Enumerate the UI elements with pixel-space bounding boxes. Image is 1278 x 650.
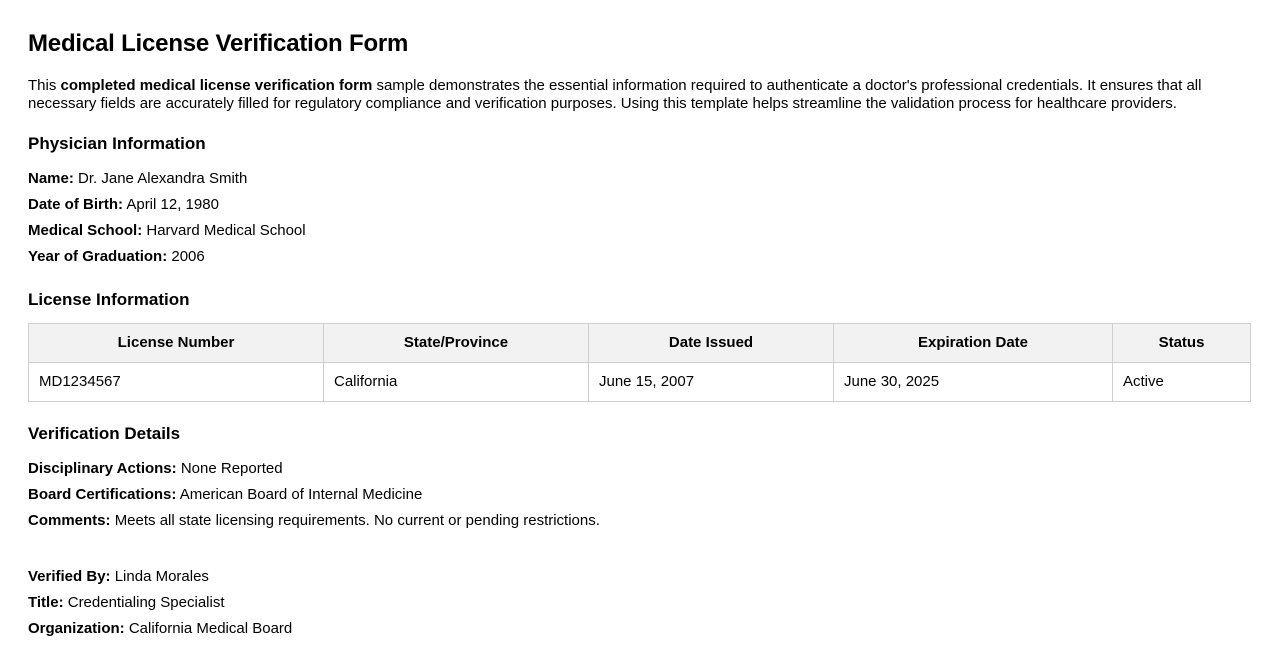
verification-field-board-certifications <box>28 482 1250 508</box>
field-value: Linda Morales <box>114 567 209 585</box>
column-header-status: Status <box>1113 323 1251 362</box>
field-value: California Medical Board <box>128 619 293 637</box>
signoff-field-title <box>28 590 1250 616</box>
verification-field-disciplinary-actions <box>28 456 1250 482</box>
physician-field-list <box>28 166 1250 270</box>
table-row <box>29 362 1251 401</box>
verification-field-comments <box>28 508 1250 534</box>
field-label: Medical School: <box>28 222 143 240</box>
field-label: Name: <box>28 170 74 188</box>
field-label: Disciplinary Actions: <box>28 459 177 477</box>
table-header-row <box>29 323 1251 362</box>
field-value: Dr. Jane Alexandra Smith <box>78 170 248 188</box>
field-label: Organization: <box>28 619 125 637</box>
field-value: 2006 <box>171 248 205 266</box>
signoff-block <box>28 564 1250 642</box>
field-label: Verified By: <box>28 567 111 585</box>
intro-paragraph <box>28 77 1233 114</box>
verification-field-list <box>28 456 1250 534</box>
intro-lead: This <box>28 76 61 94</box>
section-heading-license: License Information <box>28 290 190 310</box>
field-value: None Reported <box>180 459 283 477</box>
section-heading-verification: Verification Details <box>28 423 181 443</box>
physician-field-name <box>28 166 1250 192</box>
field-value: Credentialing Specialist <box>67 593 225 611</box>
column-header-license-number: License Number <box>29 323 324 362</box>
signoff-field-verified-by <box>28 564 1250 590</box>
field-value: Harvard Medical School <box>146 222 306 240</box>
cell-license-number: MD1234567 <box>29 362 324 401</box>
section-heading-physician: Physician Information <box>28 133 206 153</box>
intro-emphasis: completed medical license verification form <box>60 76 373 94</box>
column-header-expiration-date: Expiration Date <box>834 323 1113 362</box>
signoff-field-organization <box>28 616 1250 642</box>
column-header-date-issued: Date Issued <box>589 323 834 362</box>
physician-field-medical-school <box>28 218 1250 244</box>
field-label: Comments: <box>28 511 111 529</box>
column-header-state-province: State/Province <box>324 323 589 362</box>
license-information-table <box>28 323 1251 402</box>
cell-expiration-date: June 30, 2025 <box>834 362 1113 401</box>
cell-state-province: California <box>324 362 589 401</box>
field-value: Meets all state licensing requirements. No current or pending restrictions. <box>114 511 600 529</box>
field-label: Date of Birth: <box>28 196 123 214</box>
field-value: April 12, 1980 <box>126 196 219 214</box>
physician-field-dob <box>28 192 1250 218</box>
intro-rest: sample demonstrates the essential information required to authenticate a doctor's professional credentials. It ensures that all necessary fields are accurately filled for regulatory compliance and verification purposes. Using this template helps streamline the validation process for healthcare providers. <box>28 76 1202 113</box>
field-label: Board Certifications: <box>28 485 177 503</box>
page-title: Medical License Verification Form <box>28 30 409 57</box>
field-label: Year of Graduation: <box>28 248 168 266</box>
cell-date-issued: June 15, 2007 <box>589 362 834 401</box>
physician-field-graduation-year <box>28 244 1250 270</box>
cell-status: Active <box>1113 362 1251 401</box>
field-label: Title: <box>28 593 64 611</box>
field-value: American Board of Internal Medicine <box>179 485 423 503</box>
